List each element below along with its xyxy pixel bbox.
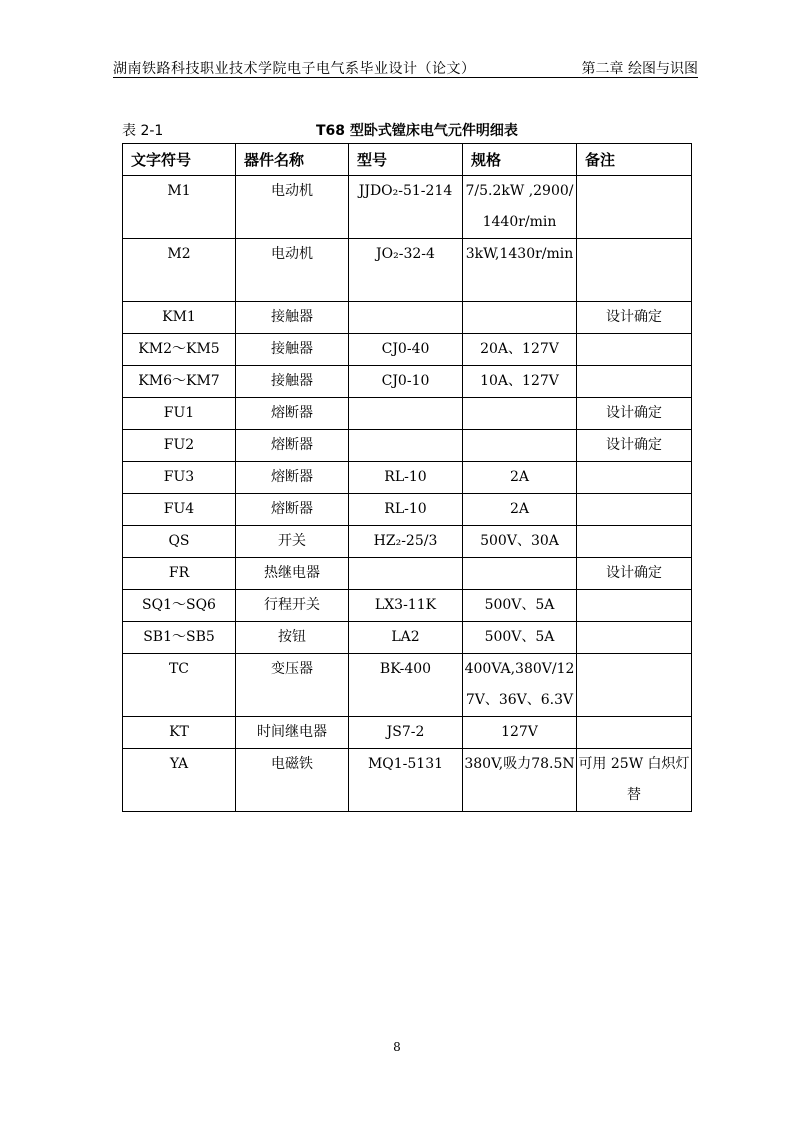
cell-model: LX3-11K [349, 590, 463, 622]
cell-name: 开关 [236, 526, 349, 558]
cell-spec: 2A [463, 494, 577, 526]
cell-note: 设计确定 [577, 398, 692, 430]
cell-note [577, 239, 692, 302]
cell-spec: 10A、127V [463, 366, 577, 398]
cell-note [577, 334, 692, 366]
cell-note [577, 622, 692, 654]
cell-spec: 500V、5A [463, 622, 577, 654]
cell-model [349, 430, 463, 462]
cell-symbol: M2 [123, 239, 236, 302]
cell-note [577, 590, 692, 622]
page-number: 8 [393, 1040, 401, 1054]
table-row [123, 622, 692, 654]
cell-note [577, 494, 692, 526]
cell-note: 设计确定 [577, 558, 692, 590]
cell-symbol: FU3 [123, 462, 236, 494]
col-header-note: 备注 [577, 144, 692, 176]
table-row [123, 398, 692, 430]
cell-name: 熔断器 [236, 462, 349, 494]
cell-note: 设计确定 [577, 302, 692, 334]
table-row [123, 462, 692, 494]
col-header-name: 器件名称 [236, 144, 349, 176]
cell-symbol: YA [123, 749, 236, 812]
cell-model: LA2 [349, 622, 463, 654]
cell-name: 变压器 [236, 654, 349, 717]
table-row [123, 176, 692, 239]
cell-name: 熔断器 [236, 430, 349, 462]
table-row [123, 334, 692, 366]
cell-model: CJ0-10 [349, 366, 463, 398]
table-row [123, 749, 692, 812]
cell-model: BK-400 [349, 654, 463, 717]
cell-note [577, 366, 692, 398]
cell-spec: 20A、127V [463, 334, 577, 366]
cell-note [577, 462, 692, 494]
cell-symbol: TC [123, 654, 236, 717]
cell-name: 行程开关 [236, 590, 349, 622]
cell-symbol: KT [123, 717, 236, 749]
cell-model [349, 302, 463, 334]
cell-spec: 500V、30A [463, 526, 577, 558]
cell-symbol: SB1～SB5 [123, 622, 236, 654]
col-header-spec: 规格 [463, 144, 577, 176]
table-row [123, 430, 692, 462]
cell-name: 接触器 [236, 334, 349, 366]
cell-symbol: KM6～KM7 [123, 366, 236, 398]
cell-model: RL-10 [349, 494, 463, 526]
table-row [123, 590, 692, 622]
table-number: 表 2-1 [122, 123, 164, 139]
table-title: T68 型卧式镗床电气元件明细表 [316, 123, 518, 139]
table-row [123, 494, 692, 526]
cell-model: MQ1-5131 [349, 749, 463, 812]
header-rule [113, 77, 698, 78]
cell-symbol: M1 [123, 176, 236, 239]
cell-symbol: SQ1～SQ6 [123, 590, 236, 622]
cell-symbol: KM2～KM5 [123, 334, 236, 366]
table-row [123, 366, 692, 398]
cell-note [577, 526, 692, 558]
cell-note [577, 717, 692, 749]
table-row [123, 302, 692, 334]
cell-symbol: FU1 [123, 398, 236, 430]
cell-model: JO₂-32-4 [349, 239, 463, 302]
components-table [122, 143, 692, 812]
page-header [113, 58, 698, 78]
cell-spec: 127V [463, 717, 577, 749]
cell-note [577, 176, 692, 239]
cell-symbol: FU2 [123, 430, 236, 462]
cell-note: 设计确定 [577, 430, 692, 462]
table-header-row [123, 144, 692, 176]
cell-symbol: QS [123, 526, 236, 558]
cell-symbol: FU4 [123, 494, 236, 526]
table-row [123, 526, 692, 558]
cell-spec: 380V,吸力78.5N [463, 749, 577, 812]
cell-spec [463, 558, 577, 590]
cell-name: 熔断器 [236, 398, 349, 430]
cell-spec [463, 302, 577, 334]
cell-name: 电动机 [236, 176, 349, 239]
cell-model: CJ0-40 [349, 334, 463, 366]
col-header-symbol: 文字符号 [123, 144, 236, 176]
cell-symbol: FR [123, 558, 236, 590]
cell-spec [463, 398, 577, 430]
cell-note [577, 654, 692, 717]
cell-name: 时间继电器 [236, 717, 349, 749]
cell-spec: 2A [463, 462, 577, 494]
cell-spec: 400VA,380V/127V、36V、6.3V [463, 654, 577, 717]
cell-name: 接触器 [236, 302, 349, 334]
table-caption [122, 120, 690, 140]
cell-model: JJDO₂-51-214 [349, 176, 463, 239]
cell-model: JS7-2 [349, 717, 463, 749]
header-school-title: 湖南铁路科技职业技术学院电子电气系毕业设计（论文） [113, 61, 476, 77]
col-header-model: 型号 [349, 144, 463, 176]
table-row [123, 654, 692, 717]
table-row [123, 239, 692, 302]
cell-name: 电动机 [236, 239, 349, 302]
cell-spec: 3kW,1430r/min [463, 239, 577, 302]
cell-spec [463, 430, 577, 462]
cell-name: 电磁铁 [236, 749, 349, 812]
cell-spec: 500V、5A [463, 590, 577, 622]
cell-name: 按钮 [236, 622, 349, 654]
cell-model: RL-10 [349, 462, 463, 494]
cell-name: 熔断器 [236, 494, 349, 526]
cell-name: 热继电器 [236, 558, 349, 590]
cell-model: HZ₂-25/3 [349, 526, 463, 558]
header-chapter-title: 第二章 绘图与识图 [581, 61, 698, 77]
table-row [123, 558, 692, 590]
cell-name: 接触器 [236, 366, 349, 398]
cell-spec: 7/5.2kW ,2900/1440r/min [463, 176, 577, 239]
table-row [123, 717, 692, 749]
cell-note: 可用 25W 白炽灯替 [577, 749, 692, 812]
cell-symbol: KM1 [123, 302, 236, 334]
cell-model [349, 558, 463, 590]
cell-model [349, 398, 463, 430]
